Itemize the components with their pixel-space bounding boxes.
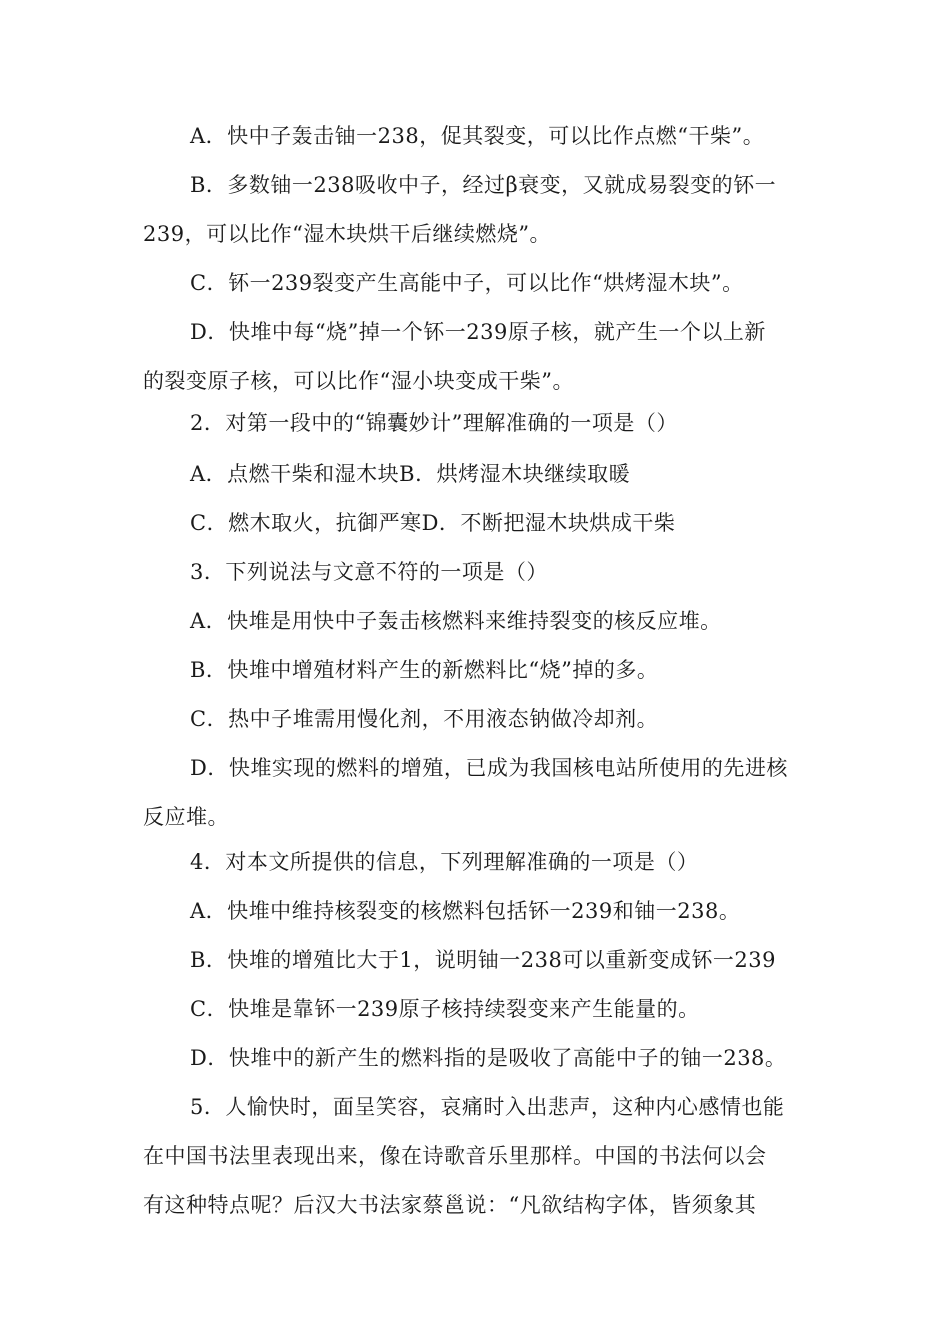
question-4-option-b: B．快堆的增殖比大于1，说明铀一238可以重新变成钚一239 bbox=[190, 948, 776, 972]
question-4-option-a: A．快堆中维持核裂变的核燃料包括钚一239和铀一238。 bbox=[190, 899, 741, 923]
question-2: 2．对第一段中的“锦囊妙计”理解准确的一项是（） bbox=[190, 411, 678, 435]
question-2-options-cd: C．燃木取火，抗御严寒D．不断把湿木块烘成干柴 bbox=[190, 511, 676, 535]
option-c-line: C．钚一239裂变产生高能中子，可以比作“烘烤湿木块”。 bbox=[190, 271, 744, 295]
question-4: 4．对本文所提供的信息，下列理解准确的一项是（） bbox=[190, 850, 699, 874]
option-d-continuation: 的裂变原子核，可以比作“湿小块变成干柴”。 bbox=[143, 369, 574, 393]
question-4-option-c: C．快堆是靠钚一239原子核持续裂变来产生能量的。 bbox=[190, 997, 700, 1021]
option-d-line: D．快堆中每“烧”掉一个钚一239原子核，就产生一个以上新 bbox=[190, 320, 766, 344]
option-a-line: A．快中子轰击铀一238，促其裂变，可以比作点燃“干柴”。 bbox=[190, 124, 765, 148]
question-2-options-ab: A．点燃干柴和湿木块B．烘烤湿木块继续取暖 bbox=[190, 462, 631, 486]
question-3-option-d-continuation: 反应堆。 bbox=[143, 805, 229, 829]
option-b-line: B．多数铀一238吸收中子，经过β衰变，又就成易裂变的钚一 bbox=[190, 173, 777, 197]
question-3-option-d: D．快堆实现的燃料的增殖，已成为我国核电站所使用的先进核 bbox=[190, 756, 788, 780]
question-5-paragraph-line-1: 5．人愉快时，面呈笑容，哀痛时入出悲声，这种内心感情也能 bbox=[190, 1095, 785, 1119]
question-5-paragraph-line-2: 在中国书法里表现出来，像在诗歌音乐里那样。中国的书法何以会 bbox=[143, 1144, 767, 1168]
question-4-option-d: D．快堆中的新产生的燃料指的是吸收了高能中子的铀一238。 bbox=[190, 1046, 787, 1070]
question-3-option-b: B．快堆中增殖材料产生的新燃料比“烧”掉的多。 bbox=[190, 658, 659, 682]
question-3-option-a: A．快堆是用快中子轰击核燃料来维持裂变的核反应堆。 bbox=[190, 609, 722, 633]
option-b-continuation: 239，可以比作“湿木块烘干后继续燃烧”。 bbox=[143, 222, 552, 246]
question-3: 3．下列说法与文意不符的一项是（） bbox=[190, 560, 548, 584]
question-3-option-c: C．热中子堆需用慢化剂，不用液态钠做冷却剂。 bbox=[190, 707, 659, 731]
question-5-paragraph-line-3: 有这种特点呢？后汉大书法家蔡邕说：“凡欲结构字体，皆须象其 bbox=[143, 1193, 757, 1217]
